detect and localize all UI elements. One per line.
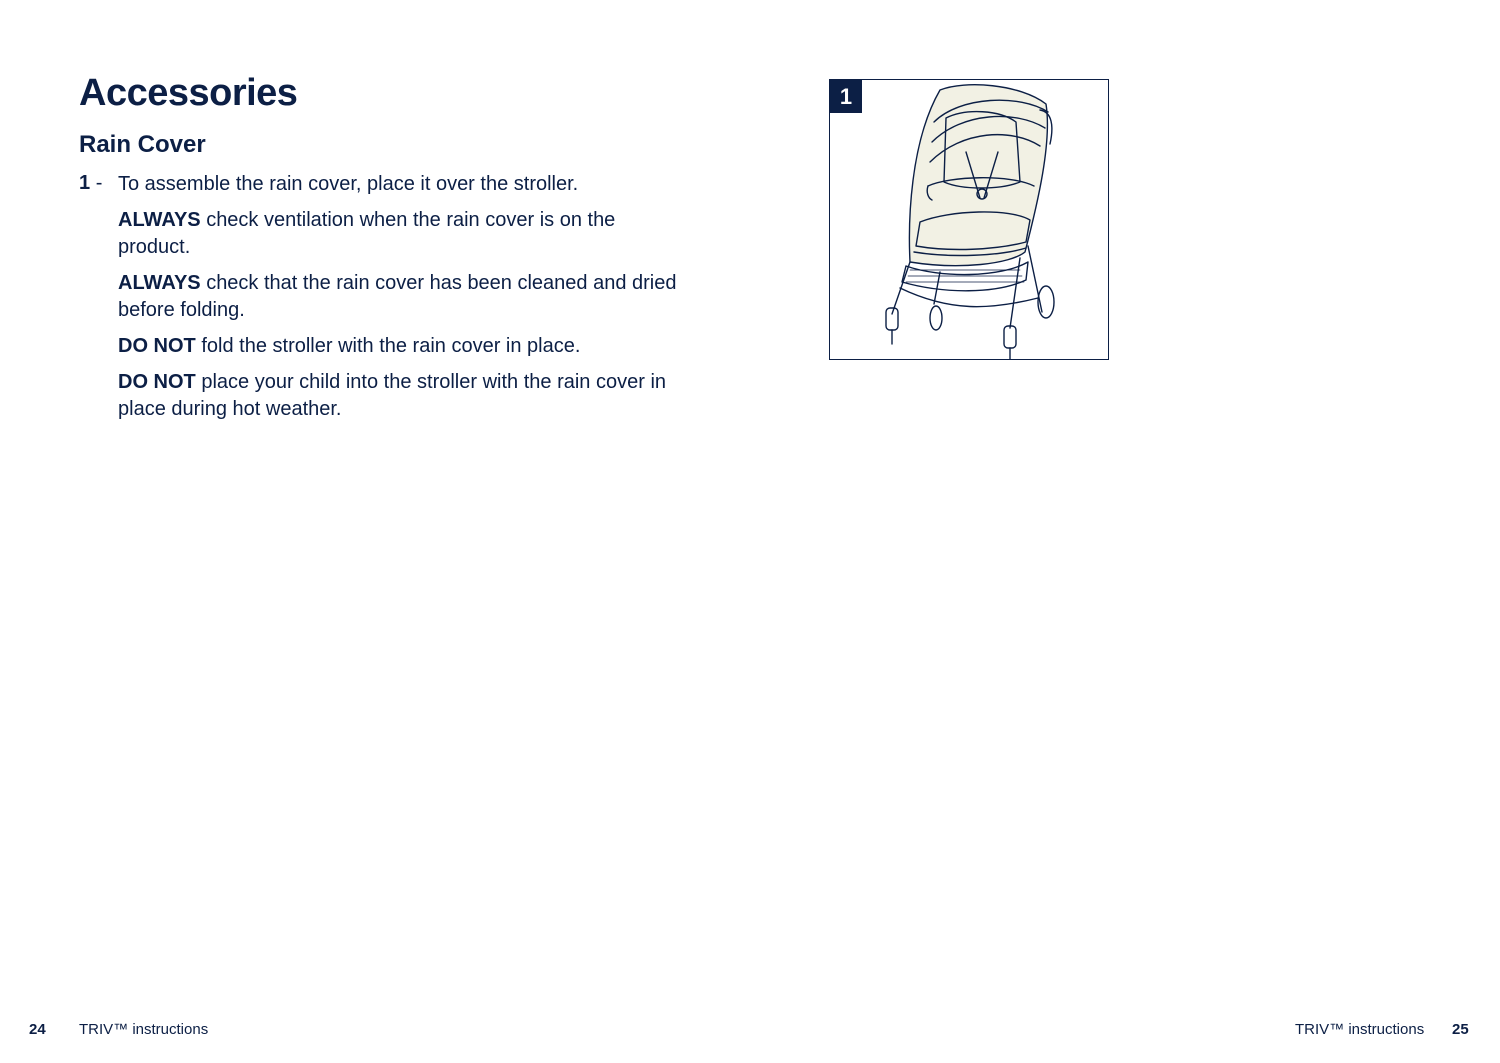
warning-lead: ALWAYS: [118, 272, 201, 294]
warning-text: check ventilation when the rain cover is on the product.: [118, 209, 616, 258]
warning-paragraph: [118, 270, 688, 324]
step-number: [79, 172, 102, 195]
step-number-value: 1: [79, 172, 91, 194]
step-instruction: To assemble the rain cover, place it over the stroller.: [118, 173, 579, 195]
page-title: Accessories: [79, 72, 298, 114]
figure-number-badge: 1: [830, 80, 862, 113]
section-heading: Rain Cover: [79, 131, 206, 158]
warning-lead: ALWAYS: [118, 209, 201, 231]
warning-paragraph: [118, 333, 688, 360]
warning-lead: DO NOT: [118, 335, 196, 357]
right-footer-title: TRIV™ instructions: [1295, 1021, 1425, 1038]
left-footer-title: TRIV™ instructions: [79, 1021, 209, 1038]
left-page-number: 24: [29, 1021, 46, 1038]
warning-paragraph: [118, 369, 688, 423]
stroller-rain-cover-illustration: [870, 82, 1070, 360]
step-separator: -: [95, 172, 103, 194]
stroller-illustration-frame: [829, 79, 1109, 360]
warning-text: check that the rain cover has been cleaned and dried before folding.: [118, 272, 677, 321]
right-page-number: 25: [1452, 1021, 1469, 1038]
warning-lead: DO NOT: [118, 371, 196, 393]
warning-paragraph: [118, 207, 688, 261]
warning-text: place your child into the stroller with the rain cover in place during hot weather.: [118, 371, 667, 420]
warning-text: fold the stroller with the rain cover in place.: [201, 335, 581, 357]
